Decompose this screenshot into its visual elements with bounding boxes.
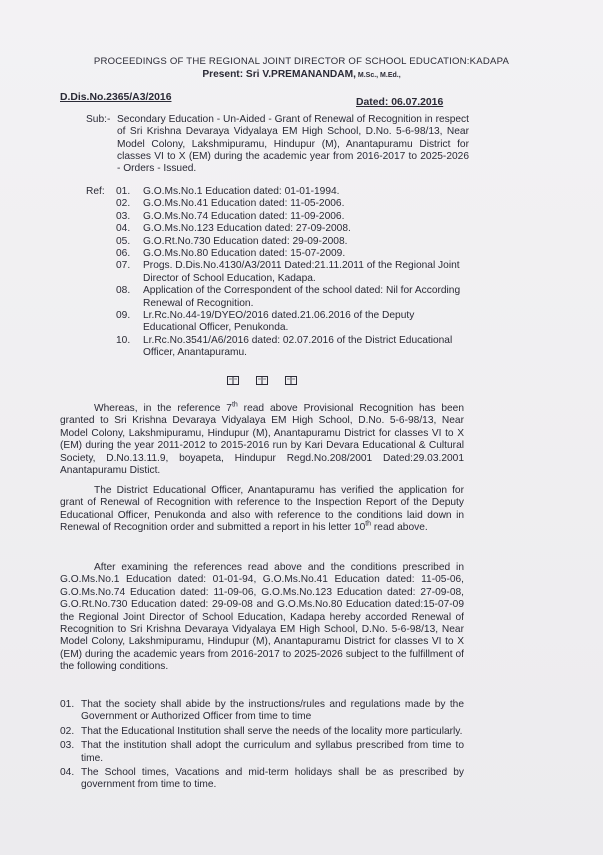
paragraph-renewal-accorded — [60, 562, 464, 674]
reference-item — [116, 211, 466, 223]
reference-number: 04. — [116, 223, 131, 235]
reference-text: Lr.Rc.No.3541/A6/2016 dated: 02.07.2016 of the District Educational Officer, Anantapuramu. — [143, 334, 453, 359]
reference-item — [116, 186, 466, 198]
reference-text: G.O.Ms.No.80 Education dated: 15-07-2009. — [143, 248, 346, 260]
present-officer: Present: Sri V.PREMANANDAM, — [202, 69, 356, 80]
condition-number: 03. — [60, 740, 75, 752]
reference-number: 02. — [116, 198, 131, 210]
reference-number: 01. — [116, 186, 131, 197]
superscript: th — [231, 401, 238, 409]
paragraph-text: The District Educational Officer, Anantapuramu has verified the application for grant of Renewal of Recognition with reference to the Inspection Report of the Deputy Educational Officer, Penukonda and also with reference to the conditions laid down in Renewal of Recognition order and submitted a report in his letter 10 — [60, 485, 464, 534]
superscript: th — [365, 520, 372, 528]
reference-text: Lr.Rc.No.44-19/DYEO/2016 dated.21.06.2016 of the Deputy Educational Officer, Penukonda. — [143, 310, 415, 334]
condition-item — [60, 726, 464, 738]
reference-number: 03. — [116, 210, 131, 222]
paragraph-text: read above. — [371, 522, 428, 534]
reference-item — [116, 198, 466, 210]
condition-text: That the Educational Institution shall serve the needs of the locality more particularly. — [81, 725, 463, 737]
paragraph-deo-verification — [60, 485, 464, 535]
present-line — [0, 69, 603, 80]
officer-qualification: M.Sc., M.Ed., — [355, 72, 401, 79]
reference-text: Application of the Correspondent of the school dated: Nil for According Renewal of Recognition. — [143, 285, 461, 309]
references-list — [116, 186, 466, 360]
reference-text: G.O.Ms.No.1 Education dated: 01-01-1994. — [143, 186, 340, 197]
reference-number: 09. — [116, 310, 131, 322]
paragraph-text: Whereas, in the reference 7 — [94, 403, 232, 414]
reference-item — [116, 335, 466, 360]
reference-number: 10. — [116, 334, 131, 346]
reference-number: 06. — [116, 248, 131, 260]
reference-item — [116, 236, 466, 248]
reference-item — [116, 310, 466, 335]
reference-item — [116, 285, 466, 310]
reference-number: 05. — [116, 235, 131, 247]
condition-text: That the institution shall adopt the curriculum and syllabus prescribed from time to time. — [81, 740, 464, 764]
condition-item — [60, 699, 464, 724]
dis-number: D.Dis.No.2365/A3/2016 — [60, 92, 172, 103]
proceedings-heading: PROCEEDINGS OF THE REGIONAL JOINT DIRECTOR OF SCHOOL EDUCATION:KADAPA — [93, 56, 510, 67]
open-book-icon — [285, 376, 297, 385]
paragraph-provisional-recognition — [60, 403, 464, 477]
condition-number: 02. — [60, 725, 75, 737]
condition-item — [60, 767, 464, 792]
condition-text: The School times, Vacations and mid-term holidays shall be as prescribed by government from time to time. — [81, 767, 464, 791]
paragraph-text: read above Provisional Recognition has been granted to Sri Krishna Devaraya Vidyalaya EM High School, D.No. 5-6-98/13, Near Model Colony, Lakshmipuramu, Hindupur (M), Anantapuramu District for classes VI to X (EM) during the year 2011-2012 to 2015-2016 run by Kari Devara Educational & Cultural Society, D.No.13.11.9, boyapeta, Hindupur Regd.No.208/2001 Dated:29.03.2001 Anantapuramu Distict. — [60, 403, 464, 477]
reference-text: Progs. D.Dis.No.4130/A3/2011 Dated:21.11.2011 of the Regional Joint Director of School Education, Kadapa. — [143, 260, 460, 284]
reference-item — [116, 260, 466, 285]
reference-item — [116, 248, 466, 260]
condition-item — [60, 740, 464, 765]
reference-text: G.O.Ms.No.41 Education dated: 11-05-2006. — [143, 198, 345, 210]
open-book-icon — [227, 376, 239, 385]
condition-text: That the society shall abide by the instructions/rules and regulations made by the Government or Authorized Officer from time to time — [81, 699, 464, 723]
section-ornament — [227, 376, 297, 385]
document-date: Dated: 06.07.2016 — [356, 97, 444, 108]
condition-number: 01. — [60, 699, 75, 710]
reference-text: G.O.Rt.No.730 Education dated: 29-09-2008. — [143, 235, 348, 247]
subject-text: Secondary Education - Un-Aided - Grant of Renewal of Recognition in respect of Sri Krishna Devaraya Vidyalaya EM High School, D.No. 5-6-98/13, Near Model Colony, Lakshmipuramu, Hindupur (M), Anantapuramu District for classes VI to X (EM) during the academic year from 2016-2017 to 2025-2026 - Orders - Issued. — [117, 114, 469, 175]
reference-item — [116, 223, 466, 235]
reference-text: G.O.Ms.No.123 Education dated: 27-09-2008. — [143, 223, 351, 235]
open-book-icon — [256, 376, 268, 385]
conditions-list — [60, 699, 464, 794]
reference-number: 07. — [116, 260, 131, 272]
subject-label: Sub:- — [86, 114, 111, 125]
condition-number: 04. — [60, 767, 75, 779]
references-label: Ref: — [86, 186, 105, 197]
reference-text: G.O.Ms.No.74 Education dated: 11-09-2006. — [143, 210, 345, 222]
paragraph-text: After examining the references read above and the conditions prescribed in G.O.Ms.No.1 Education dated: 01-01-94, G.O.Ms.No.41 Education dated: 11-05-06, G.O.Ms.No.74 Education dated: 11-09-06, G.O.Ms.No.123 Education dated: 27-09-08, G.O.Rt.No.730 Education dated: 29-09-08 and G.O.Ms.No.80 Education dated:15-07-09 the Regional Joint Director of School Education, Kadapa hereby accorded Renewal of Recognition to Sri Krishna Devaraya Vidyalaya EM High School, D.No. 5-6-98/13, Near Model Colony, Lakshmipuramu, Hindupur (M), Anantapuramu District for classes VI to X (EM) during the academic years from 2016-2017 to 2025-2026 subject to the fulfillment of the following conditions. — [60, 562, 464, 673]
reference-number: 08. — [116, 285, 131, 297]
